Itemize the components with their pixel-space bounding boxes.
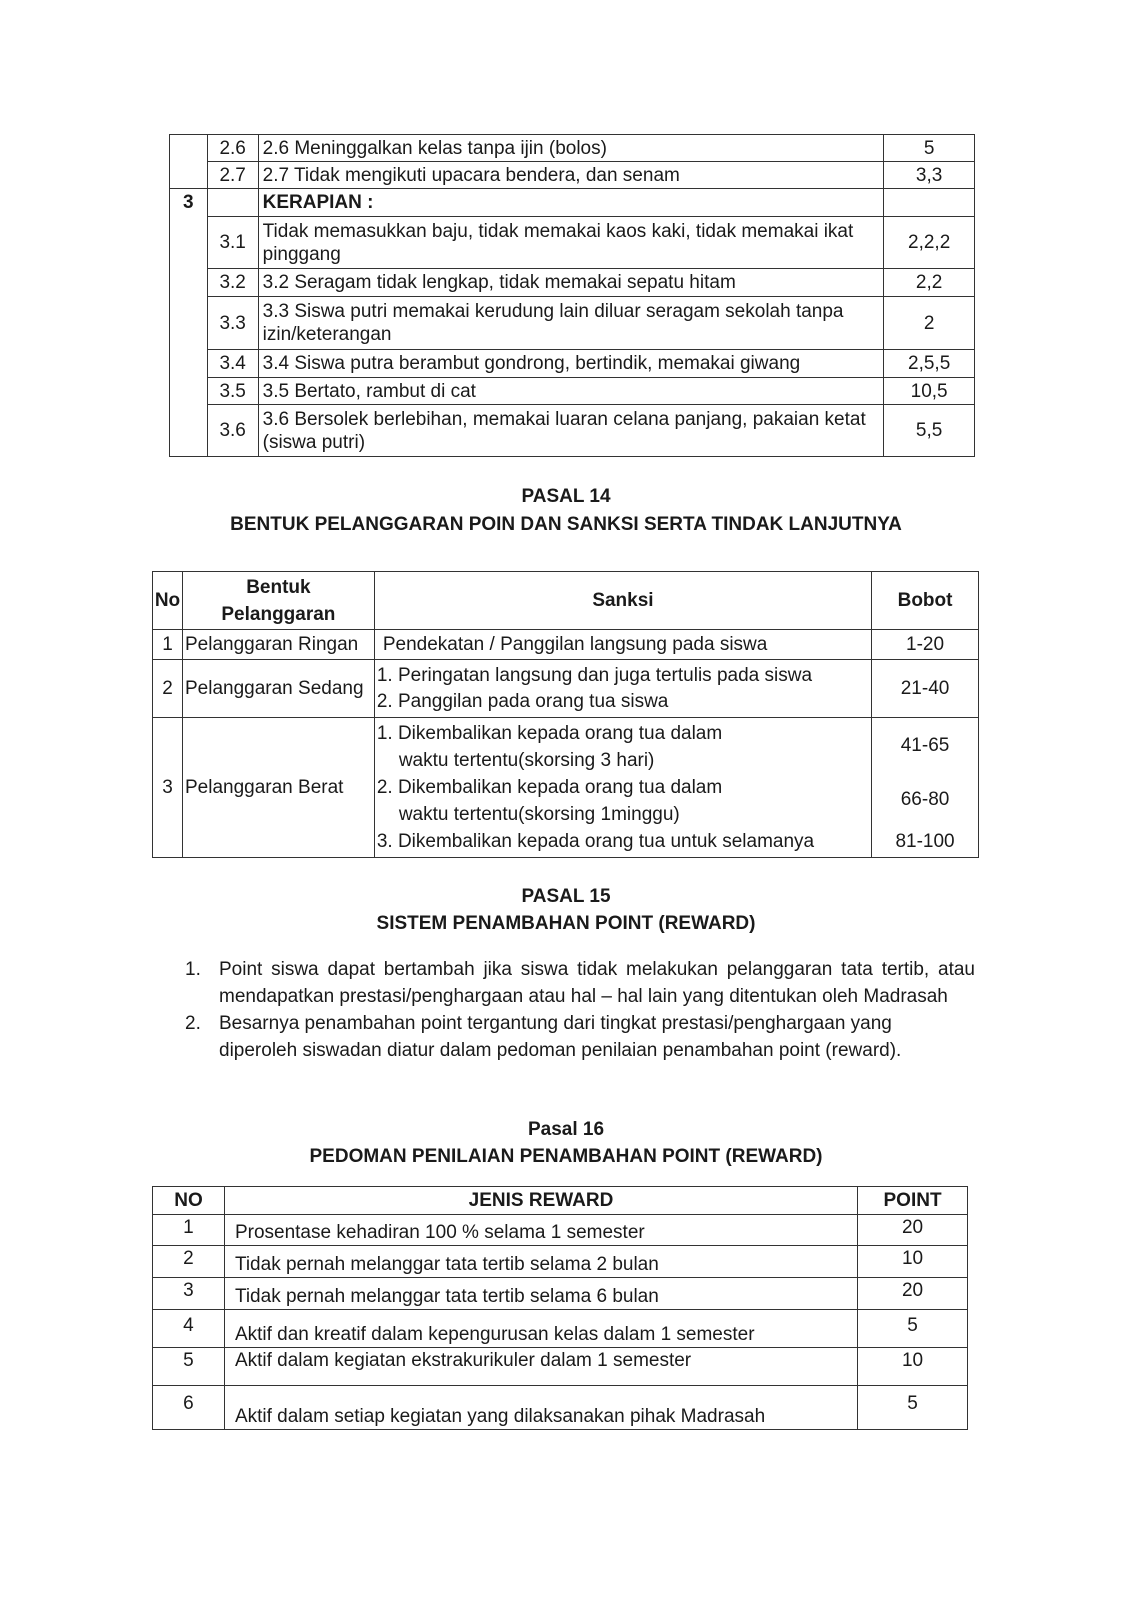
reward-type: Aktif dalam setiap kegiatan yang dilaksanakan pihak Madrasah [224,1386,857,1430]
pasal-15-subheading: SISTEM PENAMBAHAN POINT (REWARD) [376,913,756,934]
item-text: 3.4 Siswa putra berambut gondrong, bertindik, memakai giwang [258,350,884,378]
row-number: 5 [153,1348,225,1386]
sanction-list [374,660,871,718]
row-number: 2 [153,660,183,718]
item-text: 3.2 Seragam tidak lengkap, tidak memakai sepatu hitam [258,269,884,297]
item-text: 2.6 Meninggalkan kelas tanpa ijin (bolos) [258,135,884,162]
item-text: 2.7 Tidak mengikuti upacara bendera, dan senam [258,162,884,189]
table-row [170,162,975,189]
col-header-bentuk-line2: Pelanggaran [221,603,336,625]
group-cell [170,135,208,189]
row-number: 3 [153,1278,225,1310]
reward-point: 20 [858,1215,968,1246]
weight-ranges [872,718,979,858]
reward-point: 10 [858,1348,968,1386]
reward-system-list [185,956,975,1064]
row-number: 6 [153,1386,225,1430]
item-text: 3.5 Bertato, rambut di cat [258,378,884,405]
table-row [170,378,975,405]
reward-point: 20 [858,1278,968,1310]
table-row [170,405,975,457]
item-number: 2.7 [207,162,258,189]
item-point: 2,2,2 [884,217,975,269]
list-text: Point siswa dapat bertambah jika siswa tidak melakukan pelanggaran tata tertib, atau mendapatkan prestasi/penghargaan atau hal – hal lain yang ditentukan oleh Madrasah [219,959,975,1007]
list-number: 2. [185,1013,201,1034]
item-point: 5 [884,135,975,162]
table-row [153,1386,968,1430]
section-heading: KERAPIAN : [258,189,884,217]
weight-range: 66-80 [900,788,950,810]
sanction-list [374,718,871,858]
sanction-item-cont: waktu tertentu(skorsing 3 hari) [398,750,655,771]
table-row [153,1310,968,1348]
table-row [153,718,979,858]
item-number [207,189,258,217]
row-number: 4 [153,1310,225,1348]
pasal-16-subheading: PEDOMAN PENILAIAN PENAMBAHAN POINT (REWARD) [309,1146,823,1167]
table-header-row [153,572,979,630]
sanction-table [152,571,979,858]
list-number: 1. [185,959,201,980]
pasal-14-subheading: BENTUK PELANGGARAN POIN DAN SANKSI SERTA TINDAK LANJUTNYA [230,514,902,535]
item-number: 3.2 [207,269,258,297]
row-number: 3 [153,718,183,858]
item-point: 2,5,5 [884,350,975,378]
reward-point: 5 [858,1386,968,1430]
table-row [153,660,979,718]
item-number: 2.6 [207,135,258,162]
sanction-item: 1. Dikembalikan kepada orang tua dalam [376,723,723,744]
reward-point: 10 [858,1246,968,1278]
sanction-item: 3. Dikembalikan kepada orang tua untuk selamanya [376,831,815,852]
col-header-bentuk-line1: Bentuk [246,576,311,598]
reward-type: Tidak pernah melanggar tata tertib selama 6 bulan [224,1278,857,1310]
item-point: 10,5 [884,378,975,405]
table-row [153,1215,968,1246]
col-header-bobot: Bobot [872,572,979,630]
pasal-16-heading: Pasal 16 [527,1119,605,1140]
weight-range: 21-40 [872,660,979,718]
table-row [153,630,979,660]
table-row [170,217,975,269]
table-header-row [153,1187,968,1215]
item-number: 3.4 [207,350,258,378]
violation-type: Pelanggaran Sedang [182,660,374,718]
row-number: 1 [153,630,183,660]
item-text: 3.3 Siswa putri memakai kerudung lain diluar seragam sekolah tanpa izin/keterangan [258,297,884,350]
table-row [170,189,975,217]
table-row [153,1348,968,1386]
sanction-item: 1. Peringatan langsung dan juga tertulis pada siswa [376,664,813,686]
table-row [153,1278,968,1310]
reward-table [152,1186,968,1430]
col-header-sanksi: Sanksi [374,572,871,630]
violation-type: Pelanggaran Ringan [182,630,374,660]
table-row [170,350,975,378]
list-text: Besarnya penambahan point tergantung dari tingkat prestasi/penghargaan yang diperoleh siswadan diatur dalam pedoman penilaian penambahan point (reward). [219,1013,902,1061]
sanction-text: Pendekatan / Panggilan langsung pada siswa [374,630,871,660]
item-number: 3.6 [207,405,258,457]
violation-type: Pelanggaran Berat [182,718,374,858]
weight-range: 1-20 [872,630,979,660]
item-point: 2 [884,297,975,350]
col-header-point: POINT [858,1187,968,1215]
item-point: 2,2 [884,269,975,297]
item-text: 3.6 Bersolek berlebihan, memakai luaran celana panjang, pakaian ketat (siswa putri) [258,405,884,457]
pasal-14-heading: PASAL 14 [521,486,611,507]
table-row [153,1246,968,1278]
table-row [170,297,975,350]
group-number: 3 [170,189,208,457]
reward-type: Aktif dalam kegiatan ekstrakurikuler dalam 1 semester [224,1348,857,1386]
col-header-no: No [153,572,183,630]
violation-points-table [169,134,975,457]
item-text: Tidak memasukkan baju, tidak memakai kaos kaki, tidak memakai ikat pinggang [258,217,884,269]
row-number: 1 [153,1215,225,1246]
reward-point: 5 [858,1310,968,1348]
weight-range: 41-65 [900,734,950,756]
weight-range: 81-100 [895,830,955,852]
item-point: 5,5 [884,405,975,457]
list-item [185,956,975,1010]
item-number: 3.1 [207,217,258,269]
sanction-item: 2. Dikembalikan kepada orang tua dalam [376,777,723,798]
reward-type: Prosentase kehadiran 100 % selama 1 semester [224,1215,857,1246]
list-item [185,1010,975,1064]
item-point: 3,3 [884,162,975,189]
reward-type: Aktif dan kreatif dalam kepengurusan kelas dalam 1 semester [224,1310,857,1348]
col-header-no: NO [153,1187,225,1215]
row-number: 2 [153,1246,225,1278]
sanction-item-cont: waktu tertentu(skorsing 1minggu) [398,804,680,825]
table-row [170,269,975,297]
table-row [170,135,975,162]
col-header-bentuk [182,572,374,630]
reward-type: Tidak pernah melanggar tata tertib selama 2 bulan [224,1246,857,1278]
sanction-item: 2. Panggilan pada orang tua siswa [376,690,669,712]
item-number: 3.3 [207,297,258,350]
pasal-15-heading: PASAL 15 [521,886,611,907]
col-header-jenis: JENIS REWARD [224,1187,857,1215]
item-number: 3.5 [207,378,258,405]
item-point [884,189,975,217]
